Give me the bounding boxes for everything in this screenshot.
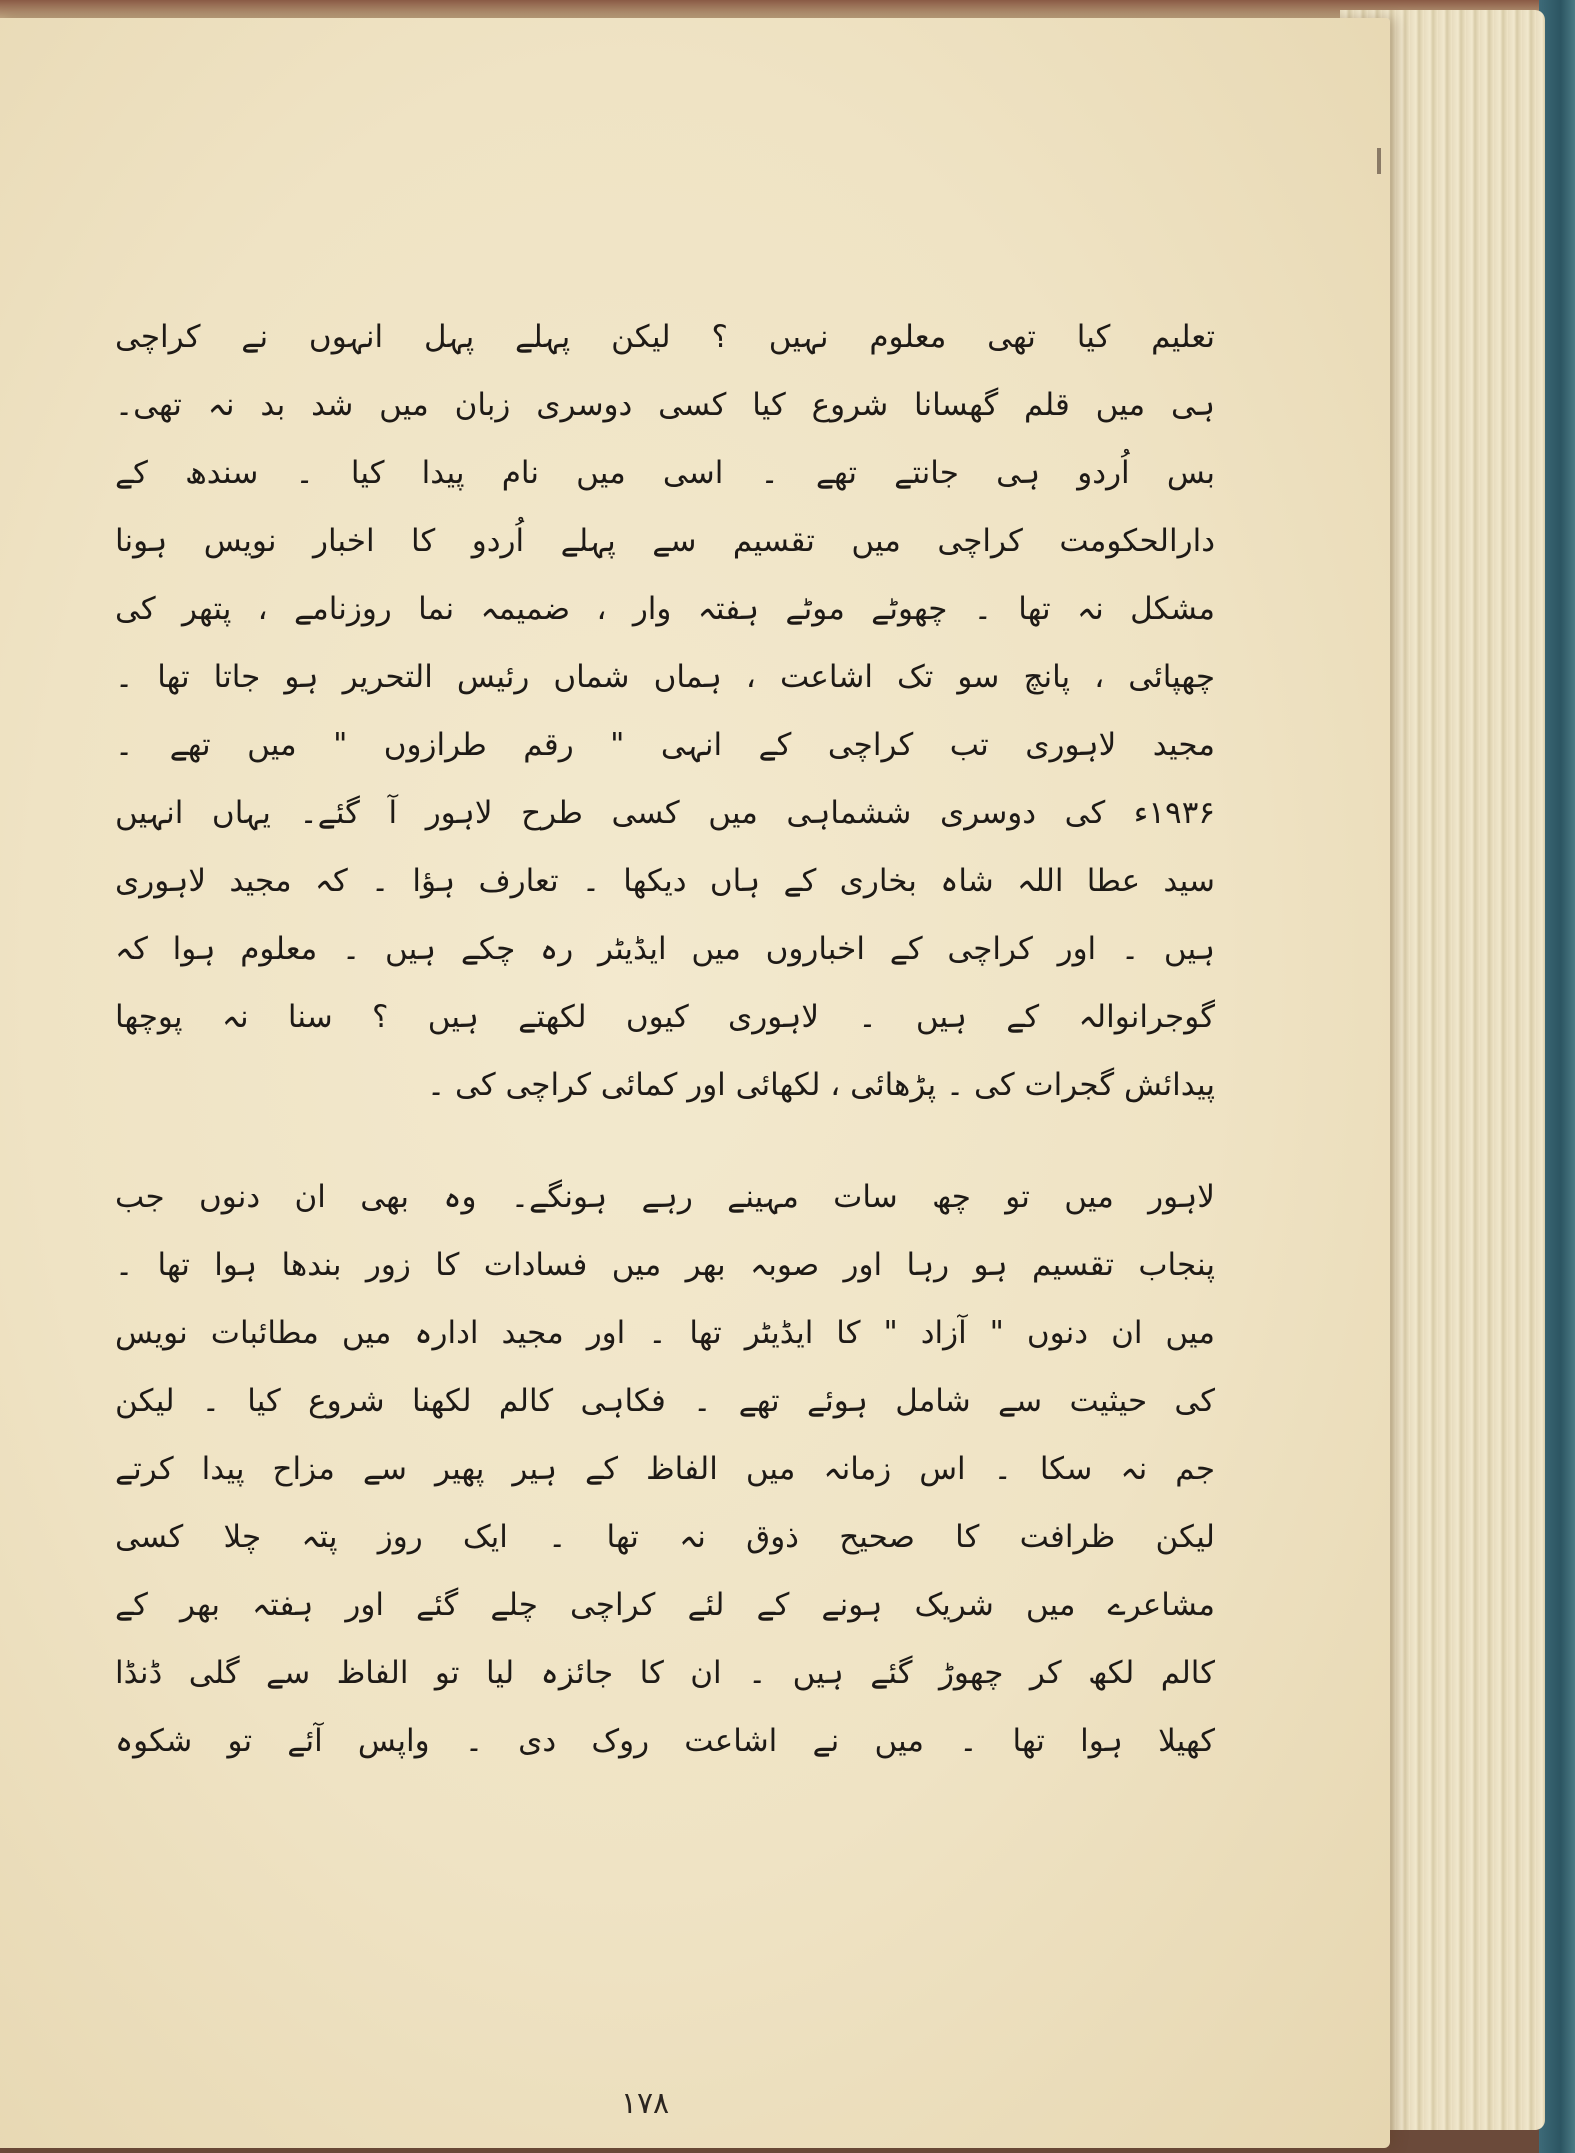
text-line: میں ان دنوں " آزاد " کا ایڈیٹر تھا ۔ اور مجید ادارہ میں مطائبات نویس (115, 1315, 1215, 1351)
margin-mark (1377, 148, 1381, 174)
text-line: گوجرانوالہ کے ہیں ۔ لاہوری کیوں لکھتے ہیں ؟ سنا نہ پوچھا (115, 999, 1215, 1035)
text-line: مجید لاہوری تب کراچی کے انہی " رقم طرازوں " میں تھے ۔ (115, 727, 1215, 763)
text-line: ہی میں قلم گھسانا شروع کیا کسی دوسری زبان میں شد بد نہ تھی۔ (115, 387, 1215, 423)
text-line: ۱۹۳۶ء کی دوسری ششماہی میں کسی طرح لاہور آ گئے۔ یہاں انہیں (115, 795, 1215, 831)
text-line: کھیلا ہوا تھا ۔ میں نے اشاعت روک دی ۔ واپس آئے تو شکوہ (115, 1723, 1215, 1759)
text-line: بس اُردو ہی جانتے تھے ۔ اسی میں نام پیدا کیا ۔ سندھ کے (115, 455, 1215, 491)
text-line: مشکل نہ تھا ۔ چھوٹے موٹے ہفتہ وار ، ضمیمہ نما روزنامے ، پتھر کی (115, 591, 1215, 627)
paragraph-1 (115, 303, 1215, 1119)
book-page (0, 18, 1390, 2148)
page-number: ۱۷۸ (620, 2086, 670, 2121)
text-line: سید عطا اللہ شاہ بخاری کے ہاں دیکھا ۔ تعارف ہؤا ۔ کہ مجید لاہوری (115, 863, 1215, 899)
text-line: پیدائش گجرات کی ۔ پڑھائی ، لکھائی اور کمائی کراچی کی ۔ (427, 1067, 1215, 1103)
text-line: جم نہ سکا ۔ اس زمانہ میں الفاظ کے ہیر پھیر سے مزاح پیدا کرتے (115, 1451, 1215, 1487)
text-line: کی حیثیت سے شامل ہوئے تھے ۔ فکاہی کالم لکھنا شروع کیا ۔ لیکن (115, 1383, 1215, 1419)
text-line: چھپائی ، پانچ سو تک اشاعت ، ہماں شماں رئیس التحریر ہو جاتا تھا ۔ (115, 659, 1215, 695)
text-line: پنجاب تقسیم ہو رہا اور صوبہ بھر میں فسادات کا زور بندھا ہوا تھا ۔ (115, 1247, 1215, 1283)
text-line: لیکن ظرافت کا صحیح ذوق نہ تھا ۔ ایک روز پتہ چلا کسی (115, 1519, 1215, 1555)
text-line: کالم لکھ کر چھوڑ گئے ہیں ۔ ان کا جائزہ لیا تو الفاظ سے گلی ڈنڈا (115, 1655, 1215, 1691)
text-line: تعلیم کیا تھی معلوم نہیں ؟ لیکن پہلے پہل انہوں نے کراچی (115, 319, 1215, 355)
text-line: ہیں ۔ اور کراچی کے اخباروں میں ایڈیٹر رہ چکے ہیں ۔ معلوم ہوا کہ (115, 931, 1215, 967)
text-line: دارالحکومت کراچی میں تقسیم سے پہلے اُردو کا اخبار نویس ہونا (115, 523, 1215, 559)
text-line: مشاعرے میں شریک ہونے کے لئے کراچی چلے گئے اور ہفتہ بھر کے (115, 1587, 1215, 1623)
text-line: لاہور میں تو چھ سات مہینے رہے ہونگے۔ وہ بھی ان دنوں جب (115, 1179, 1215, 1215)
page-text (115, 303, 1215, 1775)
paragraph-2 (115, 1163, 1215, 1775)
